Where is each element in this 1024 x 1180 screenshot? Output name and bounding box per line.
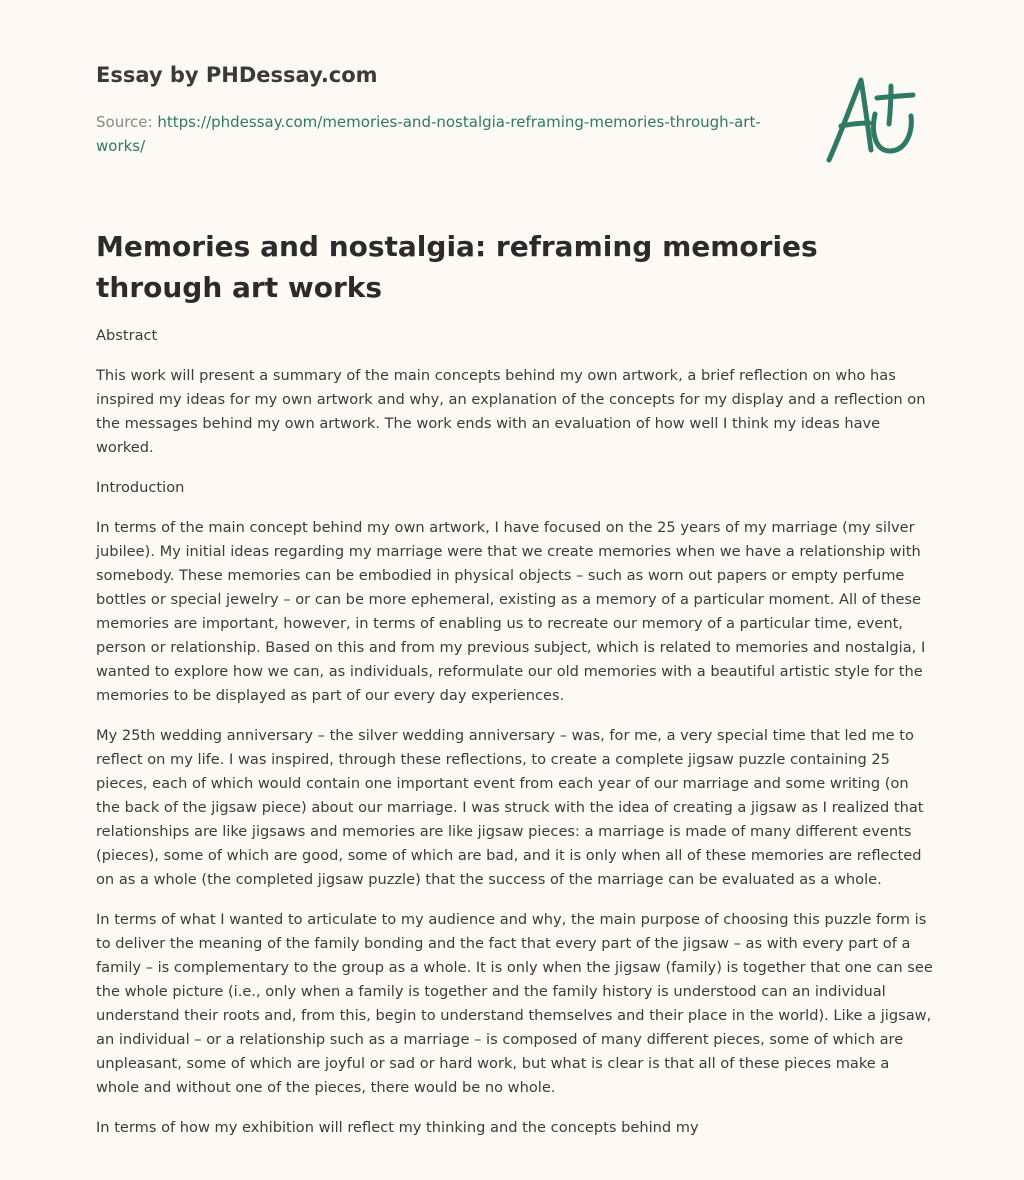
- source-link[interactable]: https://phdessay.com/memories-and-nostalgia-reframing-memories-through-art-works/: [96, 113, 761, 155]
- essay-title: Memories and nostalgia: reframing memories through art works: [96, 230, 818, 304]
- body-paragraph: In terms of how my exhibition will reflect my thinking and the concepts behind my: [96, 1119, 699, 1136]
- source-line: [96, 110, 776, 158]
- essay-body: [96, 324, 934, 1156]
- abstract-heading: Abstract: [96, 327, 158, 344]
- body-paragraph: In terms of what I wanted to articulate to my audience and why, the main purpose of choosing this puzzle form is to deliver the meaning of the family bonding and the fact that every part of the jigsaw – as with every part of a family – is complementary to the group as a whole. It is only when the jigsaw (family) is together that one can see the whole picture (i.e., only when a family is together and the family history is understood can an individual understand their roots and, from this, begin to understand themselves and their place in the world). Like a jigsaw, an individual – or a relationship such as a marriage – is composed of many different pieces, some of which are unpleasant, some of which are joyful or sad or hard work, but what is clear is that all of these pieces make a whole and without one of the pieces, there would be no whole.: [96, 911, 933, 1096]
- source-label: Source:: [96, 113, 153, 131]
- abstract-paragraph: This work will present a summary of the main concepts behind my own artwork, a brief reflection on who has inspired my ideas for my own artwork and why, an explanation of the concepts for my display and a reflection on the messages behind my own artwork. The work ends with an evaluation of how well I think my ideas have worked.: [96, 367, 926, 456]
- introduction-heading: Introduction: [96, 479, 185, 496]
- site-brand: Essay by PHDessay.com: [96, 63, 378, 87]
- body-paragraph: My 25th wedding anniversary – the silver wedding anniversary – was, for me, a very special time that led me to reflect on my life. I was inspired, through these reflections, to create a complete jigsaw puzzle containing 25 pieces, each of which would contain one important event from each year of our marriage and some writing (on the back of the jigsaw piece) about our marriage. I was struck with the idea of creating a jigsaw as I realized that relationships are like jigsaws and memories are like jigsaw pieces: a marriage is made of many different events (pieces), some of which are good, some of which are bad, and it is only when all of these memories are reflected on as a whole (the completed jigsaw puzzle) that the success of the marriage can be evaluated as a whole.: [96, 727, 924, 888]
- body-paragraph: In terms of the main concept behind my own artwork, I have focused on the 25 years of my marriage (my silver jubilee). My initial ideas regarding my marriage were that we create memories when we have a relationship with somebody. These memories can be embodied in physical objects – such as worn out papers or empty perfume bottles or special jewelry – or can be more ephemeral, existing as a memory of a particular moment. All of these memories are important, however, in terms of enabling us to recreate our memory of a particular time, event, person or relationship. Based on this and from my previous subject, which is related to memories and nostalgia, I wanted to explore how we can, as individuals, reformulate our old memories with a beautiful artistic style for the memories to be displayed as part of our every day experiences.: [96, 519, 926, 704]
- a-plus-grade-icon: [821, 68, 931, 168]
